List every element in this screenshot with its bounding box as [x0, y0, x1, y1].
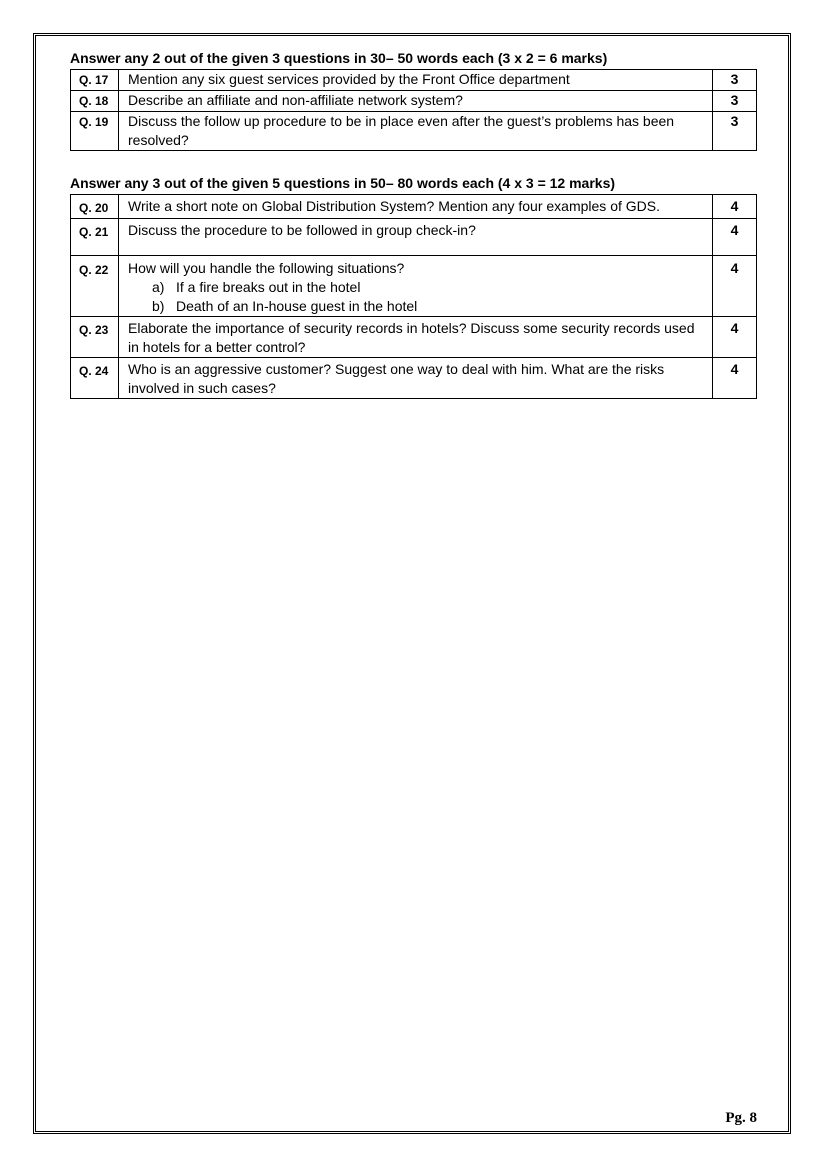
table-row: [71, 358, 757, 399]
section-a-heading: Answer any 2 out of the given 3 questions in 30– 50 words each (3 x 2 = 6 marks): [70, 50, 608, 66]
table-row: [71, 70, 757, 91]
sub-item-text: Death of an In-house guest in the hotel: [176, 298, 418, 314]
question-number: Q. 17: [71, 70, 119, 91]
sub-item: [128, 278, 706, 297]
question-number: Q. 19: [71, 112, 119, 151]
question-marks: 3: [713, 112, 757, 151]
question-number: Q. 21: [71, 219, 119, 256]
sub-item-label: b): [152, 298, 165, 314]
question-text: Discuss the procedure to be followed in group check-in?: [119, 219, 713, 256]
question-number: Q. 23: [71, 317, 119, 358]
table-row: [71, 195, 757, 219]
question-text-cell: [119, 256, 713, 317]
question-text: Write a short note on Global Distribution System? Mention any four examples of GDS.: [119, 195, 713, 219]
table-row: [71, 91, 757, 112]
section-a-table: [70, 69, 757, 151]
table-row: [71, 256, 757, 317]
question-text: Mention any six guest services provided by the Front Office department: [119, 70, 713, 91]
section-b: [70, 174, 757, 399]
question-marks: 4: [713, 358, 757, 399]
question-text: Who is an aggressive customer? Suggest one way to deal with him. What are the risks involved in such cases?: [119, 358, 713, 399]
sub-item: [128, 297, 706, 316]
section-a: [70, 49, 757, 151]
question-text: Discuss the follow up procedure to be in place even after the guest’s problems has been resolved?: [119, 112, 713, 151]
question-marks: 4: [713, 195, 757, 219]
section-b-table: [70, 194, 757, 399]
question-marks: 4: [713, 219, 757, 256]
question-marks: 3: [713, 70, 757, 91]
table-row: [71, 112, 757, 151]
question-number: Q. 22: [71, 256, 119, 317]
sub-item-text: If a fire breaks out in the hotel: [176, 279, 361, 295]
question-marks: 4: [713, 256, 757, 317]
question-number: Q. 18: [71, 91, 119, 112]
section-b-heading: Answer any 3 out of the given 5 questions in 50– 80 words each (4 x 3 = 12 marks): [70, 175, 616, 191]
table-row: [71, 317, 757, 358]
question-text: How will you handle the following situations?: [128, 260, 405, 276]
question-marks: 3: [713, 91, 757, 112]
question-number: Q. 20: [71, 195, 119, 219]
question-number: Q. 24: [71, 358, 119, 399]
question-text: Elaborate the importance of security records in hotels? Discuss some security records used in hotels for a better control?: [119, 317, 713, 358]
page-number: Pg. 8: [725, 1110, 757, 1126]
table-row: [71, 219, 757, 256]
question-marks: 4: [713, 317, 757, 358]
question-text: Describe an affiliate and non-affiliate network system?: [119, 91, 713, 112]
sub-item-label: a): [152, 279, 165, 295]
